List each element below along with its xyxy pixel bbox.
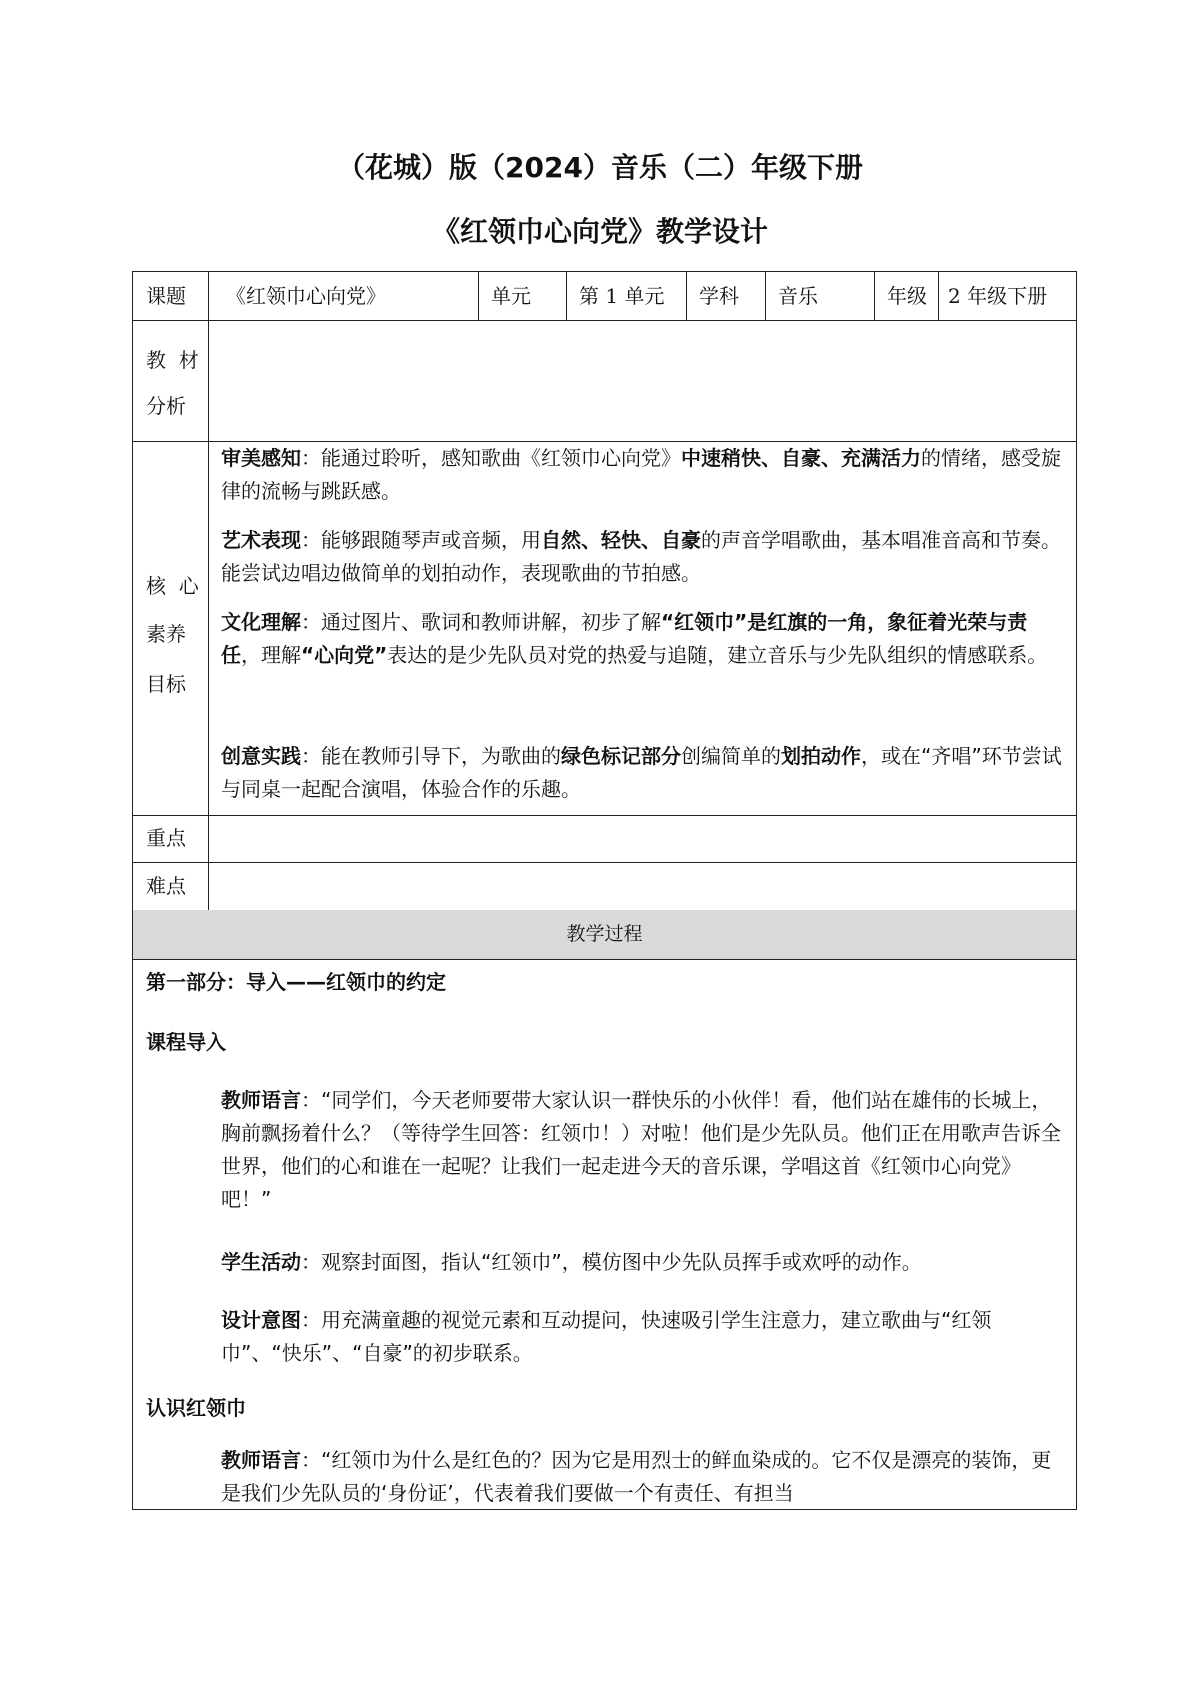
table-divider (938, 272, 939, 320)
material-label-line2: 分析 (146, 394, 186, 418)
teacher-speech-1 (221, 1084, 1066, 1216)
goal-aesthetic (221, 442, 1066, 508)
goal-art-text: ：能够跟随琴声或音频，用 (301, 528, 541, 552)
teaching-process-header: 教学过程 (133, 910, 1076, 959)
key-point-label: 重点 (146, 826, 186, 850)
goal-culture-text: ，理解 (241, 643, 301, 667)
goal-creative-text: ，或在“齐唱”环节尝试与同桌一起配合演唱，体验合作的乐趣。 (221, 744, 1062, 801)
teacher-speech-head: 教师语言 (221, 1088, 301, 1112)
topic-value: 《红领巾心向党》 (226, 284, 386, 308)
student-activity-text: ：观察封面图，指认“红领巾”，模仿图中少先队员挥手或欢呼的动作。 (301, 1250, 922, 1274)
goal-creative-text: 创编简单的 (681, 744, 781, 768)
unit-label: 单元 (491, 284, 531, 308)
teacher-speech-text: ：“同学们，今天老师要带大家认识一群快乐的小伙伴！看，他们站在雄伟的长城上，胸前飘扬着什么？（等待学生回答：红领巾！）对啦！他们是少先队员。他们正在用歌声告诉全世界，他们的心和谁在一起呢？让我们一起走进今天的音乐课，学唱这首《红领巾心向党》吧！” (221, 1088, 1061, 1211)
goal-creative-head: 创意实践 (221, 744, 301, 768)
table-divider (686, 272, 687, 320)
table-divider (765, 272, 766, 320)
grade-value: 2 年级下册 (948, 284, 1048, 308)
goal-culture-text: 表达的是少先队员对党的热爱与追随，建立音乐与少先队组织的情感联系。 (387, 643, 1048, 667)
material-label-line1: 教 材 (146, 348, 199, 372)
document-title-line1: （花城）版（2024）音乐（二）年级下册 (337, 151, 863, 184)
table-divider (208, 272, 209, 910)
teacher-speech-2 (221, 1444, 1066, 1510)
goal-culture-emphasis: “心向党” (301, 643, 388, 667)
goal-aesthetic-head: 审美感知 (221, 446, 301, 470)
student-activity-head: 学生活动 (221, 1250, 301, 1274)
goal-art-emphasis: 自然、轻快、自豪 (541, 528, 701, 552)
goal-aesthetic-text: ：能通过聆听，感知歌曲《红领巾心向党》 (301, 446, 681, 470)
table-divider (478, 272, 479, 320)
table-divider (133, 320, 1076, 321)
goal-creative (221, 740, 1066, 806)
goal-culture-head: 文化理解 (221, 610, 301, 634)
teacher-speech-head: 教师语言 (221, 1448, 301, 1472)
goal-aesthetic-text: 的情绪，感受旋律的流畅与跳跃感。 (221, 446, 1061, 503)
grade-label: 年级 (887, 284, 927, 308)
lesson-plan-table (132, 271, 1077, 1510)
subject-value: 音乐 (778, 284, 818, 308)
difficulty-label: 难点 (146, 874, 186, 898)
design-intent-head: 设计意图 (221, 1308, 301, 1332)
teacher-speech-text: ：“红领巾为什么是红色的？因为它是用烈士的鲜血染成的。它不仅是漂亮的装饰，更是我们少先队员的‘身份证’，代表着我们要做一个有责任、有担当 (221, 1448, 1052, 1505)
goal-creative-text: ：能在教师引导下，为歌曲的 (301, 744, 561, 768)
core-label-line1: 核 心 (146, 574, 199, 598)
part1-title: 第一部分：导入——红领巾的约定 (146, 970, 446, 994)
topic-label: 课题 (146, 284, 186, 308)
design-intent-text: ：用充满童趣的视觉元素和互动提问，快速吸引学生注意力，建立歌曲与“红领巾”、“快乐”、“自豪”的初步联系。 (221, 1308, 992, 1365)
core-label-line2: 素养 (146, 622, 186, 646)
goal-culture-emphasis: “红领巾”是红旗的一角，象征着光荣与责任 (221, 610, 1028, 667)
goal-art-text: 的声音学唱歌曲，基本唱准音高和节奏。能尝试边唱边做简单的划拍动作，表现歌曲的节拍感。 (221, 528, 1061, 585)
goal-culture-text: ：通过图片、歌词和教师讲解，初步了解 (301, 610, 661, 634)
table-divider (133, 959, 1076, 960)
document-title-line2: 《红领巾心向党》教学设计 (431, 215, 768, 248)
table-divider (133, 862, 1076, 863)
goal-art (221, 524, 1066, 590)
goal-aesthetic-emphasis: 中速稍快、自豪、充满活力 (681, 446, 921, 470)
table-divider (566, 272, 567, 320)
table-divider (874, 272, 875, 320)
table-divider (133, 815, 1076, 816)
section-title-scarf: 认识红领巾 (146, 1396, 246, 1420)
unit-value: 第 1 单元 (579, 284, 665, 308)
goal-culture (221, 606, 1066, 672)
design-intent-1 (221, 1304, 1066, 1370)
core-label-line3: 目标 (146, 672, 186, 696)
section-title-intro: 课程导入 (146, 1030, 226, 1054)
subject-label: 学科 (699, 284, 739, 308)
goal-creative-emphasis: 划拍动作 (781, 744, 861, 768)
goal-art-head: 艺术表现 (221, 528, 301, 552)
student-activity-1 (221, 1246, 1066, 1279)
goal-creative-emphasis: 绿色标记部分 (561, 744, 681, 768)
